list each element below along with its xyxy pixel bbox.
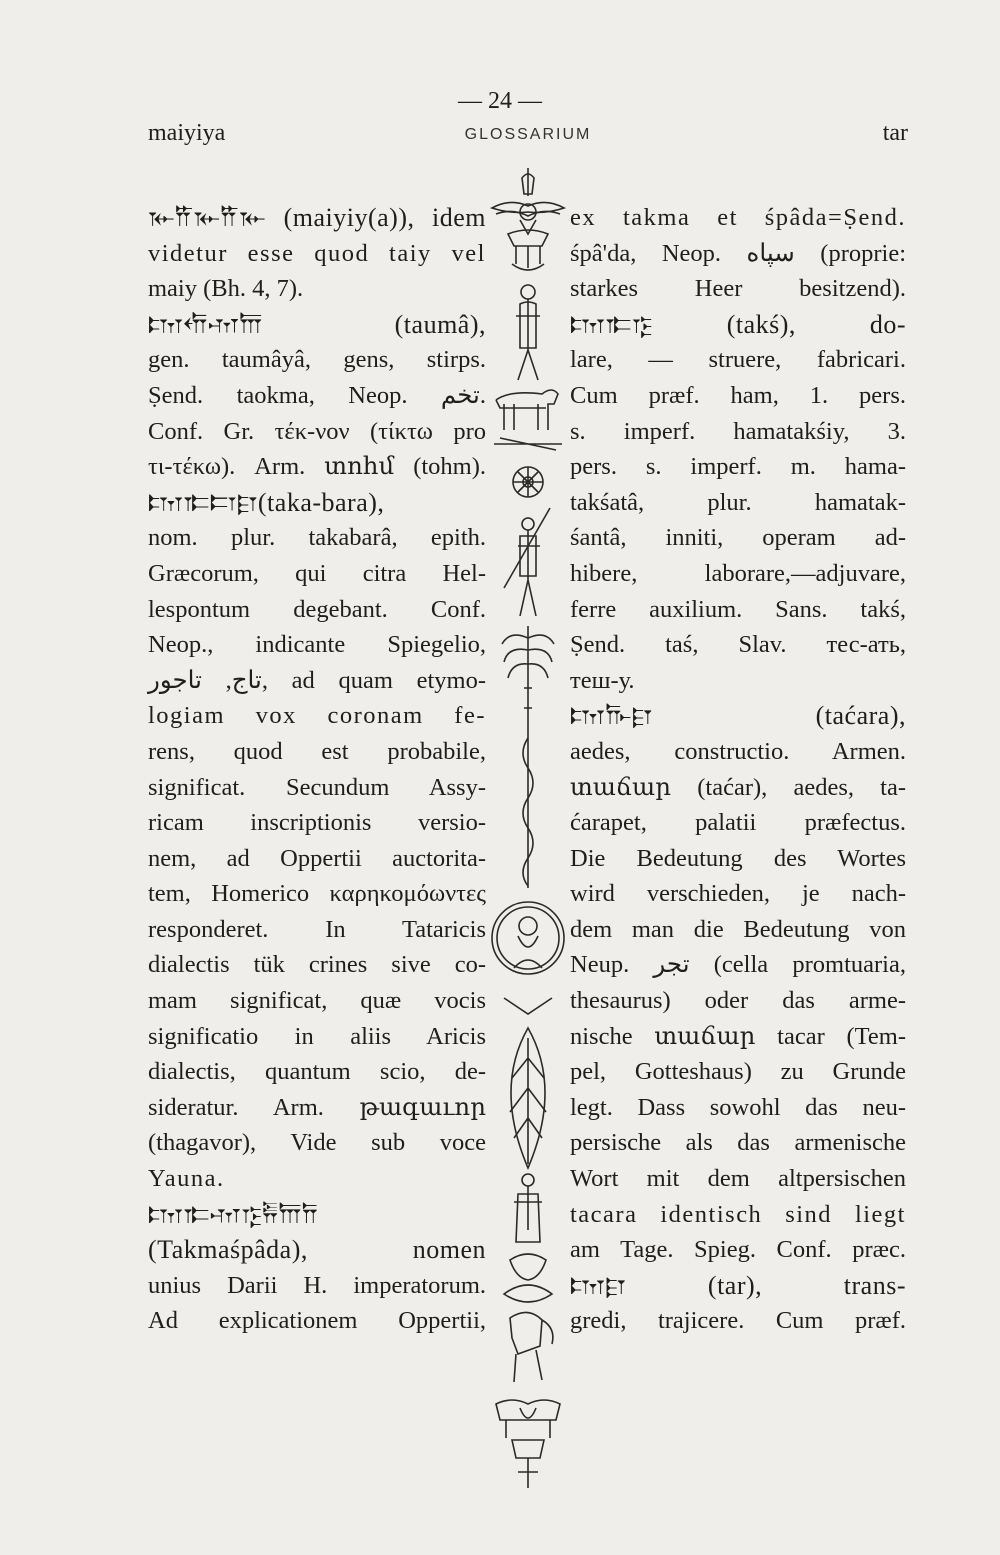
text-line: ferre auxilium. Sans. takś, [570,595,906,623]
text-line: Ad explicationem Oppertii, [148,1307,486,1335]
text-line: Die Bedeutung des Wortes [570,844,906,872]
text-line: wird verschieden, je nach- [570,880,906,908]
text-line: 𐎫𐎢𐎶𐎠 (taumâ), [148,309,486,339]
text-line: am Tage. Spieg. Conf. præc. [570,1236,906,1264]
text-line: 𐎫𐎨𐎼 (taćara), [570,701,906,731]
text-line: s. imperf. hamatakśiy, 3. [570,417,906,445]
text-line: logiam vox coronam fe- [148,702,486,730]
text-line: legt. Dass sowohl das neu- [570,1093,906,1121]
text-line: dialectis, quantum scio, de- [148,1058,486,1086]
text-line: tem, Homerico καρηκομόωντες [148,880,486,908]
text-line: gen. taumâyâ, gens, stirps. [148,346,486,374]
text-line: 𐎫𐎣𐎶𐎿𐎱𐎠𐎭 [148,1199,319,1229]
text-line: sideratur. Arm. թագաւոր [148,1093,486,1121]
text-line: śpâ'da, Neop. سپاه (proprie: [570,239,907,267]
text-line: Ṣend. taokma, Neop. تخم. [148,381,486,409]
text-line: śantâ, inniti, operam ad- [570,524,906,552]
text-line: starkes Heer besitzend). [570,275,906,303]
text-line: Græcorum, qui citra Hel- [148,559,486,587]
text-line: 𐎫𐎼 (tar), trans- [570,1270,906,1300]
text-line: 𐎹𐎡𐎹𐎡𐎹 (maiyiy(a)), idem [148,203,486,232]
text-line: gredi, trajicere. Cum præf. [570,1307,906,1335]
text-line: significat. Secundum Assy- [148,773,486,801]
text-line: Conf. Gr. τέκ-νον (τίκτω pro [148,417,486,445]
text-line: takśatâ, plur. hamatak- [570,488,906,516]
text-line: thesaurus) oder das arme- [570,987,906,1015]
text-line: տաճար (taćar), aedes, ta- [570,773,906,801]
text-line: تاج, تاجور, ad quam etymo- [148,666,487,694]
text-line: lespontum degebant. Conf. [148,595,486,623]
text-line: maiy (Bh. 4, 7). [148,275,304,303]
text-line: Neop., indicante Spiegelio, [148,631,486,659]
text-line: lare, — struere, fabricari. [570,346,906,374]
decorative-column-ornament [490,168,566,1488]
text-line: ex takma et śpâda=Ṣend. [570,204,906,231]
text-line: nische տաճար tacar (Tem- [570,1022,906,1050]
running-head [148,120,908,152]
running-head-left: maiyiya [148,120,226,146]
text-line: Yauna. [148,1165,225,1193]
text-line: dem man die Bedeutung von [570,915,906,943]
text-line: unius Darii H. imperatorum. [148,1271,486,1299]
text-line: Cum præf. ham, 1. pers. [570,381,906,409]
text-line: nem, ad Oppertii auctorita- [148,844,486,872]
text-line: dialectis tük crines sive co- [148,951,486,979]
text-line: tacara identisch sind liegt [570,1200,906,1228]
left-column [148,200,486,1339]
text-line: Wort mit dem altpersischen [570,1165,906,1193]
text-line: τι-τέκω). Arm. տոհմ (tohm). [148,453,486,481]
text-line: aedes, constructio. Armen. [570,737,906,765]
right-column [570,200,906,1339]
running-head-center: GLOSSARIUM [464,126,592,143]
text-line: Ṣend. taś, Slav. тес-ать, [570,631,906,659]
text-line: теш-у. [570,666,635,694]
text-line: nom. plur. takabarâ, epith. [148,524,486,552]
text-line: significatio in aliis Aricis [148,1022,486,1050]
text-line: rens, quod est probabile, [148,737,486,765]
text-line: 𐎫𐎣𐎿 (takś), do- [570,309,906,339]
text-line: videtur esse quod taiy vel [148,239,486,267]
text-line: mam significat, quæ vocis [148,987,486,1015]
text-line: (thagavor), Vide sub voce [148,1129,486,1157]
text-line: (Takmaśpâda), nomen [148,1235,486,1265]
text-line: hibere, laborare,—adjuvare, [570,559,906,587]
text-line: responderet. In Tataricis [148,915,486,943]
running-head-right: tar [882,120,908,146]
text-line: ćarapet, palatii præfectus. [570,809,906,837]
text-line: pel, Gotteshaus) zu Grunde [570,1058,906,1086]
text-line: pers. s. imperf. m. hama- [570,453,906,481]
text-line: ricam inscriptionis versio- [148,809,486,837]
text-line: 𐎫𐎣𐎲𐎼(taka-bara), [148,487,385,517]
text-line: Neup. تجر (cella promtuaria, [570,951,906,979]
page-number: — 24 — [458,88,542,114]
text-line: persische als das armenische [570,1129,906,1157]
